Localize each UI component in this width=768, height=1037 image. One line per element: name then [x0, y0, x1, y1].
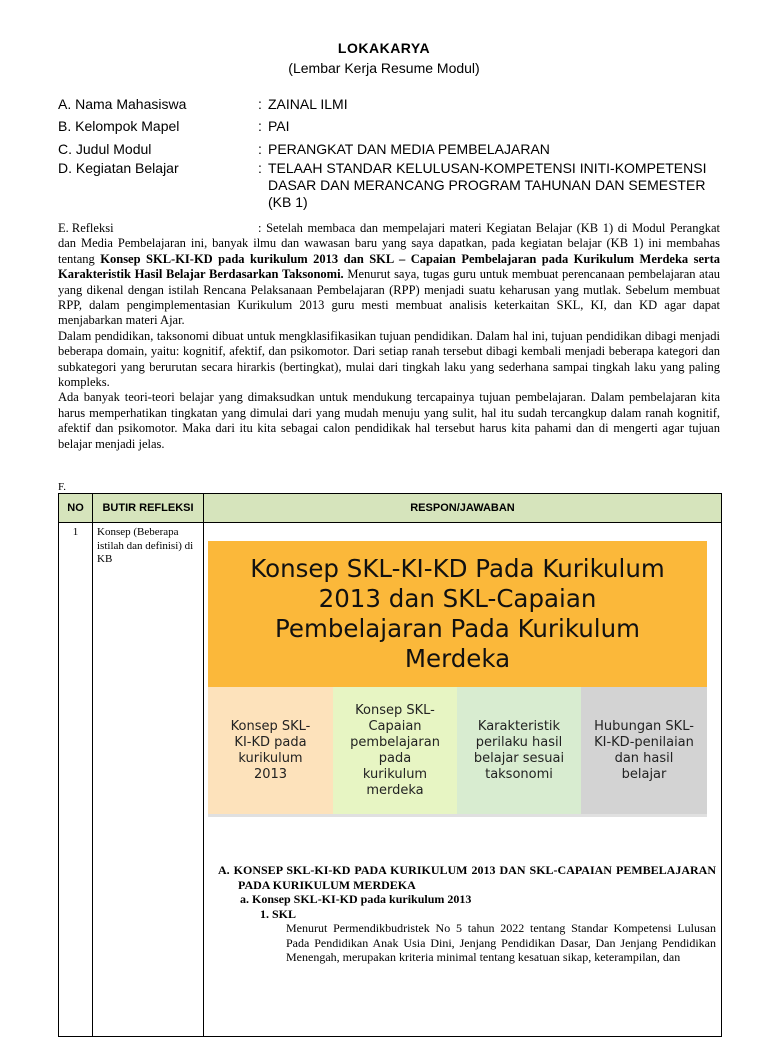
info-value: PERANGKAT DAN MEDIA PEMBELAJARAN	[268, 141, 550, 157]
concept-box-4	[581, 687, 707, 814]
refleksi-section	[58, 221, 720, 452]
refleksi-rest: Menurut saya, tugas guru untuk membuat perencanaan pembelajaran atau yang dikenal dengan istilah Rencana Pelaksanaan Pembelajaran (RPP) menjadi suatu keharusan yang mutlak. Sebelum membuat RPP, dalam pengimplementasian Kurikulum 2013 guru mesti membuat analisis keterkaitan SKL, KI, dan KD agar dapat menjabarkan materi Ajar.	[58, 267, 720, 328]
info-colon: :	[258, 118, 262, 134]
graphic-bottom-strip	[208, 814, 707, 817]
concept-box-1	[208, 687, 333, 814]
heading-1: 1. SKL	[260, 906, 297, 921]
row-butir: Konsep (Beberapa istilah dan definisi) di KB	[93, 523, 204, 1037]
concept-box-text: Hubungan SKL-KI-KD-penilaian dan hasil belajar	[594, 718, 694, 782]
header-butir: BUTIR REFLEKSI	[93, 494, 204, 523]
info-label: B. Kelompok Mapel	[58, 118, 180, 134]
info-value: PAI	[268, 118, 290, 134]
info-value: ZAINAL ILMI	[268, 96, 348, 112]
refleksi-intro: : Setelah membaca dan mempelajari materi Kegiatan Belajar (KB 1) di Modul Perangkat dan Media Pembelajaran ini, banyak ilmu dan wawasan baru yang saya dapatkan, pada kegiatan belajar (KB 1) ini membahas tentang	[58, 221, 720, 266]
info-colon: :	[258, 141, 262, 157]
header-respon: RESPON/JAWABAN	[204, 494, 722, 523]
concept-banner	[208, 541, 707, 687]
info-colon: :	[258, 96, 262, 112]
row-no: 1	[59, 523, 93, 1037]
info-label: A. Nama Mahasiswa	[58, 96, 187, 112]
concept-box-text: Karakteristik perilaku hasil belajar sesuai taksonomi	[473, 718, 565, 782]
concept-box-text: Konsep SKL-Capaian pembelajaran pada kurikulum merdeka	[350, 702, 440, 798]
heading-a: A. KONSEP SKL-KI-KD PADA KURIKULUM 2013 DAN SKL-CAPAIAN PEMBELAJARAN PADA KURIKULUM MERDEKA	[218, 863, 716, 892]
refleksi-paragraph-1	[58, 221, 720, 329]
refleksi-bold: Konsep SKL-KI-KD pada kurikulum 2013 dan SKL – Capaian Pembelajaran pada Kurikulum Merdeka serta Karakteristik Hasil Belajar Berdasarkan Taksonomi.	[58, 251, 720, 282]
section-f-label: F.	[58, 481, 66, 493]
info-colon: :	[258, 160, 262, 176]
concept-graphic	[208, 541, 707, 817]
concept-box-text: Konsep SKL-KI-KD pada kurikulum 2013	[230, 718, 311, 782]
table-header-row	[59, 494, 722, 523]
header-no: NO	[59, 494, 93, 523]
concept-box-2	[333, 687, 457, 814]
info-label: D. Kegiatan Belajar	[58, 160, 179, 176]
refleksi-label: E. Refleksi	[58, 221, 114, 235]
page-title: LOKAKARYA	[337, 40, 431, 56]
refleksi-paragraph-3: Ada banyak teori-teori belajar yang dimaksudkan untuk mendukung tercapainya tujuan pembelajaran. Dalam pembelajaran kita harus memperhatikan tingkatan yang dimulai dari yang mudah menuju yang sulit, hal itu sudah tercangkup dalam ranah kognitif, afektif dan psikomotor. Maka dari itu kita sebagai calon pendidikak hal tersebut harus kita pahami dan di mengerti agar tujuan belajar menjadi jelas.	[58, 390, 720, 451]
page-subtitle: (Lembar Kerja Resume Modul)	[288, 60, 480, 76]
info-value: TELAAH STANDAR KELULUSAN-KOMPETENSI INITI-KOMPETENSI DASAR DAN MERANCANG PROGRAM TAHUNAN DAN SEMESTER (KB 1)	[268, 160, 707, 210]
banner-text: Konsep SKL-KI-KD Pada Kurikulum 2013 dan SKL-Capaian Pembelajaran Pada Kurikulum Merdeka	[250, 554, 665, 673]
refleksi-paragraph-2: Dalam pendidikan, taksonomi dibuat untuk mengklasifikasikan tujuan pendidikan. Dalam hal ini, tujuan pendidikan dibagi menjadi beberapa domain, yaitu: kognitif, afektif, dan psikomotor. Dari setiap ranah tersebut dibagi kembali menjadi beberapa kategori dan subkategori yang berurutan secara hirarkis (bertingkat), mulai dari tingkah laku yang sederhana sampai tingkah laku yang paling kompleks.	[58, 328, 720, 390]
heading-a-sub: a. Konsep SKL-KI-KD pada kurikulum 2013	[240, 892, 472, 906]
content-paragraph: Menurut Permendikbudristek No 5 tahun 2022 tentang Standar Kompetensi Lulusan Pada Pendidikan Anak Usia Dini, Jenjang Pendidikan Dasar, Dan Jenjang Pendidikan Menengah, merupakan kriteria minimal tentang kesatuan sikap, keterampilan, dan	[286, 921, 716, 964]
info-label: C. Judul Modul	[58, 141, 152, 157]
concept-box-3	[457, 687, 581, 814]
response-content	[218, 863, 716, 965]
